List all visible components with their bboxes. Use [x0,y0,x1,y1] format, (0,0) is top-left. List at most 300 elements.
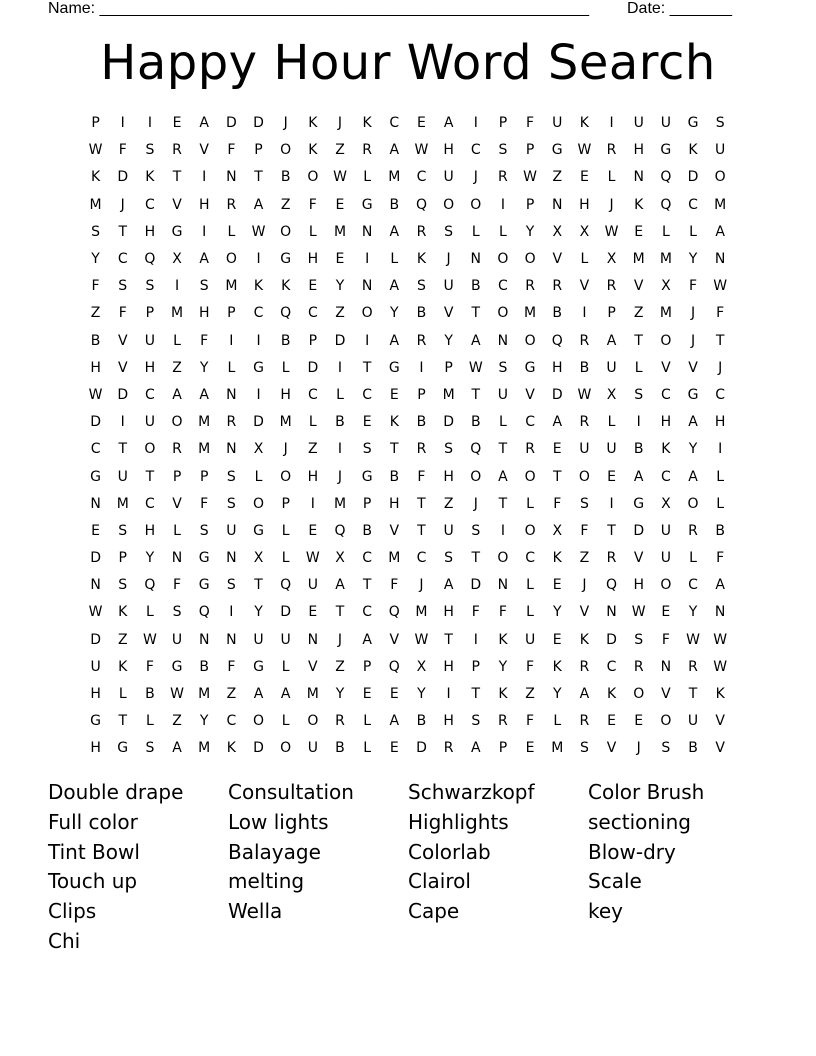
grid-letter: M [198,414,211,431]
grid-letter: O [253,495,265,512]
grid-letter: S [661,740,671,757]
grid-letter: L [363,713,372,730]
grid-letter: L [118,686,127,703]
grid-letter: J [283,441,288,458]
grid-letter: S [362,441,372,458]
grid-letter: G [660,142,672,159]
grid-letter: Y [91,251,100,268]
grid-letter: V [172,196,182,213]
grid-letter: R [416,223,427,240]
grid-letter: S [91,223,101,240]
grid-letter: W [577,386,592,403]
grid-letter: M [279,414,292,431]
grid-letter: A [688,414,698,431]
grid-letter: D [633,522,645,539]
grid-letter: D [307,359,319,376]
grid-letter: I [365,251,370,268]
grid-letter: H [714,414,726,431]
grid-letter: R [416,332,427,349]
grid-row [82,192,734,219]
grid-letter: O [470,468,482,485]
grid-letter: I [202,223,207,240]
grid-letter: A [389,223,400,240]
grid-letter: L [145,713,154,730]
grid-letter: K [226,740,236,757]
grid-letter: V [199,142,209,159]
grid-letter: U [715,142,726,159]
grid-letter: S [118,278,128,295]
grid-letter: X [253,550,264,567]
grid-letter: F [661,631,670,648]
grid-letter: Y [688,251,698,268]
grid-letter: W [686,631,700,648]
grid-letter: N [606,604,617,621]
grid-letter: L [308,223,317,240]
grid-letter: L [689,223,697,240]
grid-letter: G [253,359,264,376]
grid-letter: I [500,522,505,539]
grid-letter: Q [606,577,618,594]
grid-letter: J [337,468,343,485]
grid-letter: D [334,332,346,349]
grid-letter: X [416,658,427,675]
grid-letter: C [606,658,617,675]
grid-letter: A [362,631,372,648]
grid-letter: K [552,658,562,675]
grid-letter: U [144,414,156,431]
grid-letter: W [305,550,320,567]
grid-letter: G [253,522,264,539]
word-list-item: Touch up [48,869,138,894]
grid-letter: N [307,631,319,648]
grid-letter: D [253,740,264,757]
grid-letter: O [144,441,156,458]
grid-letter: B [470,414,481,431]
grid-letter: Q [551,332,563,349]
grid-letter: H [633,142,644,159]
grid-letter: B [335,740,345,757]
grid-letter: V [552,251,563,268]
grid-letter: G [198,577,210,594]
grid-letter: G [633,495,645,512]
name-field-label[interactable]: Name: _______________________________________________________ [48,0,589,17]
grid-letter: K [118,658,128,675]
grid-letter: L [363,740,372,757]
grid-letter: H [389,495,400,512]
grid-letter: C [145,196,155,213]
grid-letter: X [661,495,671,512]
grid-row [82,518,734,545]
grid-letter: S [498,142,508,159]
grid-letter: U [687,713,699,730]
grid-letter: R [525,278,535,295]
grid-letter: R [688,658,698,675]
grid-letter: H [90,686,101,703]
word-list-item: Full color [48,809,138,834]
grid-letter: J [718,359,723,376]
grid-letter: C [362,386,373,403]
grid-letter: H [198,305,210,322]
grid-letter: I [609,495,614,512]
grid-letter: L [173,332,181,349]
grid-letter: I [120,414,125,431]
grid-letter: C [307,386,318,403]
grid-letter: R [498,169,508,186]
grid-letter: K [579,115,589,132]
grid-letter: R [579,713,590,730]
grid-row [82,463,734,490]
grid-letter: L [390,251,399,268]
grid-letter: L [689,550,697,567]
grid-letter: S [444,441,454,458]
word-list-item: Blow-dry [588,839,676,864]
grid-row [82,137,734,164]
grid-letter: Q [198,604,210,621]
grid-letter: M [551,740,564,757]
grid-letter: D [117,169,129,186]
grid-letter: Y [390,305,399,322]
grid-letter: V [715,740,725,757]
grid-letter: L [173,522,181,539]
grid-letter: M [632,251,645,268]
word-list-item: Color Brush [588,780,705,804]
grid-letter: H [144,522,156,539]
grid-letter: Q [388,604,400,621]
grid-letter: A [172,386,182,403]
grid-row [82,355,734,382]
grid-letter: S [145,142,155,159]
grid-letter: R [226,414,237,431]
grid-row [82,599,734,626]
grid-row [82,409,734,436]
grid-letter: Z [552,169,563,186]
grid-letter: F [526,658,535,675]
grid-letter: N [714,604,726,621]
grid-letter: U [497,386,509,403]
grid-letter: R [606,550,617,567]
grid-letter: R [362,142,372,159]
grid-letter: S [444,223,454,240]
grid-letter: B [199,658,209,675]
grid-letter: H [307,468,319,485]
grid-letter: W [333,169,347,186]
grid-letter: U [307,740,318,757]
grid-letter: W [88,386,103,403]
grid-letter: M [333,223,347,240]
grid-letter: G [361,468,373,485]
grid-letter: Z [335,658,345,675]
grid-letter: T [688,686,698,703]
grid-letter: L [145,604,154,621]
grid-letter: T [145,468,155,485]
grid-letter: T [254,169,263,186]
grid-letter: O [470,196,482,213]
grid-letter: B [715,522,725,539]
grid-letter: U [253,631,264,648]
grid-letter: Y [688,604,698,621]
grid-letter: Y [552,604,562,621]
grid-letter: I [256,251,261,268]
grid-letter: L [281,713,290,730]
grid-letter: V [117,359,128,376]
grid-letter: H [551,359,563,376]
grid-letter: F [553,495,562,512]
grid-letter: S [471,522,481,539]
grid-letter: B [579,359,590,376]
grid-letter: A [280,686,291,703]
grid-letter: V [308,658,318,675]
grid-letter: C [307,305,318,322]
grid-letter: W [523,169,537,186]
grid-letter: L [281,522,290,539]
grid-letter: O [660,577,672,594]
grid-letter: D [280,604,292,621]
grid-letter: M [442,386,455,403]
grid-letter: H [443,713,454,730]
grid-letter: I [256,332,261,349]
word-list-item: Double drape [48,780,184,804]
grid-letter: D [90,631,101,648]
grid-letter: S [444,550,454,567]
grid-row [82,273,734,300]
grid-letter: U [144,332,156,349]
grid-letter: A [199,115,209,132]
grid-letter: H [443,658,454,675]
grid-letter: Z [172,713,182,730]
grid-letter: V [389,522,400,539]
grid-letter: C [145,386,155,403]
grid-letter: S [199,278,209,295]
grid-letter: I [582,305,587,322]
grid-letter: L [526,604,534,621]
grid-letter: I [256,386,261,403]
grid-letter: C [416,169,427,186]
grid-letter: T [362,359,372,376]
grid-letter: V [606,740,617,757]
grid-letter: I [229,332,234,349]
grid-letter: P [254,142,263,159]
grid-letter: W [631,604,646,621]
word-list-item: Schwarzkopf [408,780,535,804]
word-list-item: melting [228,869,305,894]
grid-letter: M [415,604,428,621]
grid-letter: E [389,686,399,703]
grid-letter: H [443,142,454,159]
grid-letter: M [388,169,401,186]
grid-letter: K [253,278,264,295]
grid-row [82,545,734,572]
grid-letter: P [417,386,426,403]
grid-letter: I [337,441,343,458]
grid-letter: S [145,278,155,295]
grid-letter: D [253,115,264,132]
grid-letter: F [227,658,236,675]
grid-letter: O [524,332,536,349]
grid-letter: L [336,386,344,403]
grid-letter: S [634,631,644,648]
grid-letter: B [280,169,291,186]
grid-letter: G [90,468,101,485]
grid-letter: P [199,468,209,485]
grid-letter: C [525,550,535,567]
grid-letter: Q [280,305,292,322]
grid-letter: E [389,386,399,403]
grid-letter: O [280,223,292,240]
grid-letter: I [718,441,723,458]
grid-letter: D [225,115,237,132]
grid-letter: M [198,441,211,458]
grid-letter: V [579,604,590,621]
grid-letter: O [280,468,292,485]
grid-letter: A [199,251,209,268]
grid-letter: I [337,359,343,376]
grid-letter: B [335,414,345,431]
grid-letter: U [606,441,617,458]
grid-letter: T [417,522,426,539]
grid-letter: Q [415,196,427,213]
grid-letter: J [337,631,343,648]
grid-letter: E [552,631,562,648]
grid-letter: T [471,305,481,322]
grid-letter: L [281,658,290,675]
grid-letter: H [144,223,156,240]
grid-letter: X [552,223,563,240]
grid-letter: F [91,278,100,295]
grid-letter: U [606,359,617,376]
grid-letter: C [362,550,373,567]
grid-letter: U [524,631,536,648]
grid-letter: N [226,386,237,403]
grid-letter: T [471,386,481,403]
grid-letter: R [606,142,617,159]
grid-letter: R [579,332,590,349]
grid-letter: O [524,468,536,485]
grid-letter: K [498,686,508,703]
grid-letter: O [280,740,292,757]
grid-letter: F [417,468,426,485]
grid-row [82,491,734,518]
grid-letter: B [389,196,400,213]
grid-letter: J [636,740,641,757]
grid-letter: T [444,631,453,648]
grid-letter: L [499,223,507,240]
grid-letter: L [661,223,670,240]
grid-letter: S [579,495,589,512]
grid-letter: V [661,686,671,703]
grid-letter: R [688,522,698,539]
grid-letter: Y [552,686,562,703]
grid-letter: U [633,115,644,132]
grid-letter: E [91,522,100,539]
grid-letter: J [419,577,424,594]
grid-letter: J [690,332,696,349]
grid-letter: Z [90,305,101,322]
grid-letter: G [117,740,129,757]
grid-letter: D [90,414,101,431]
date-field-label[interactable]: Date: _______ [627,0,732,17]
grid-letter: J [446,251,451,268]
grid-letter: P [444,359,453,376]
grid-letter: T [498,495,508,512]
grid-letter: H [660,414,672,431]
grid-letter: L [281,550,290,567]
grid-letter: C [362,604,373,621]
word-list [48,778,788,957]
grid-letter: W [604,223,619,240]
grid-letter: C [226,713,237,730]
word-list-item: Clairol [408,869,471,894]
grid-letter: P [362,495,372,512]
word-list-item: sectioning [588,809,691,834]
grid-letter: R [579,658,590,675]
grid-letter: E [335,196,345,213]
grid-letter: V [661,359,671,376]
grid-letter: A [253,686,264,703]
grid-letter: Y [199,359,209,376]
grid-letter: A [552,414,563,431]
word-list-item: Clips [48,899,97,924]
grid-letter: Y [254,604,263,621]
grid-letter: F [308,196,317,213]
grid-letter: I [473,631,478,648]
grid-letter: Z [226,686,237,703]
grid-letter: Y [444,332,453,349]
grid-letter: T [715,332,725,349]
grid-row [82,382,734,409]
grid-letter: P [227,305,236,322]
grid-letter: O [524,251,536,268]
grid-letter: E [579,169,589,186]
grid-letter: Y [417,686,426,703]
grid-letter: M [225,278,238,295]
header-line [48,0,748,20]
grid-letter: E [362,414,372,431]
grid-letter: X [606,386,617,403]
grid-letter: N [226,441,237,458]
grid-letter: D [253,414,264,431]
grid-letter: A [199,386,209,403]
grid-letter: M [198,686,211,703]
grid-letter: V [525,386,535,403]
grid-row [82,300,734,327]
grid-letter: T [118,223,128,240]
grid-letter: I [419,359,424,376]
grid-letter: H [307,251,319,268]
grid-letter: O [714,169,726,186]
grid-letter: S [226,495,236,512]
grid-letter: T [634,332,643,349]
grid-letter: M [198,740,211,757]
grid-letter: F [471,604,480,621]
grid-letter: K [362,115,372,132]
grid-letter: N [361,278,373,295]
grid-letter: T [607,522,616,539]
grid-letter: E [335,251,345,268]
grid-letter: A [389,332,400,349]
grid-letter: M [714,196,727,213]
grid-letter: H [198,196,210,213]
grid-letter: C [145,495,155,512]
grid-letter: O [361,305,373,322]
grid-letter: L [607,414,616,431]
grid-letter: N [497,332,509,349]
grid-letter: G [687,115,699,132]
grid-letter: L [281,359,290,376]
grid-row [82,654,734,681]
grid-letter: B [416,713,427,730]
grid-letter: R [579,414,590,431]
grid-letter: B [416,414,427,431]
